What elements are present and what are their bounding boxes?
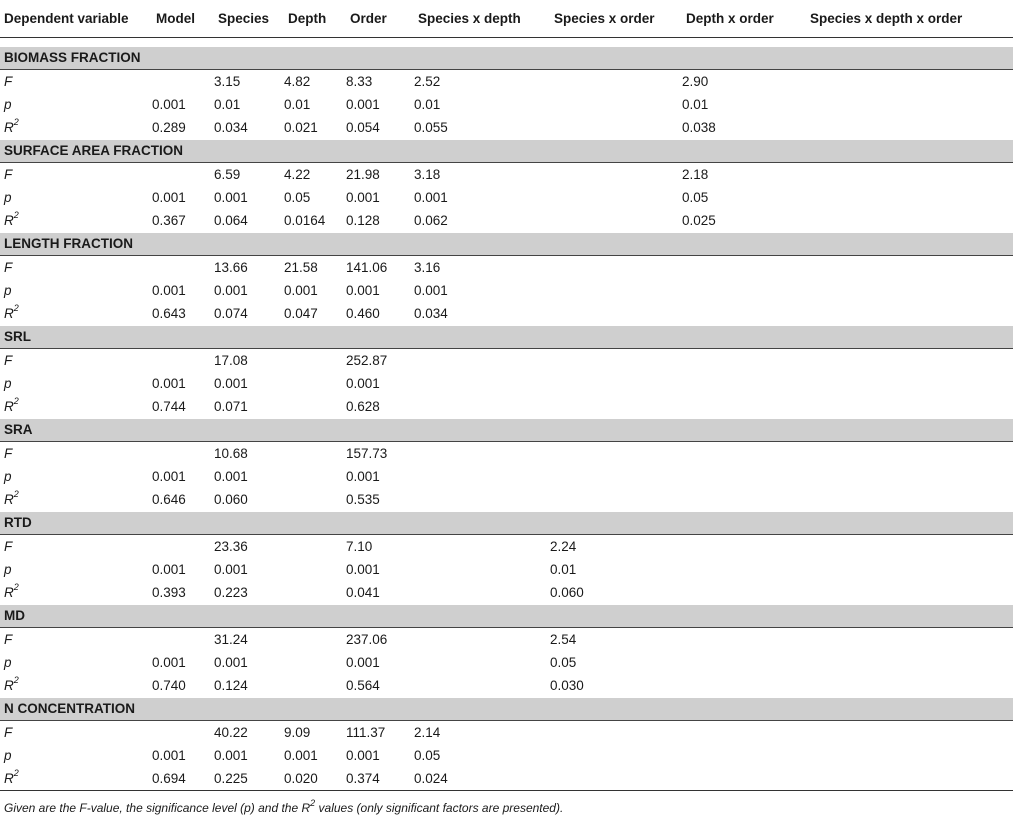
cell-model: 0.740	[152, 677, 186, 693]
table-body	[0, 37, 1013, 790]
cell-species-x-depth-x-order	[806, 534, 1013, 558]
cell-order: 0.054	[346, 119, 380, 135]
cell-depth	[284, 465, 346, 488]
row-label-p: p	[4, 468, 12, 484]
cell-species-x-depth-x-order	[806, 302, 1013, 326]
cell-species-x-order	[550, 93, 682, 116]
table-row-r2	[0, 581, 1013, 605]
section-title: SRA	[0, 418, 1013, 441]
cell-species-x-depth: 0.001	[414, 189, 448, 205]
table-row-r2	[0, 767, 1013, 791]
cell-order: 8.33	[346, 73, 373, 89]
table-row-r2	[0, 116, 1013, 140]
cell-depth-x-order	[682, 279, 806, 302]
section-header-row	[0, 604, 1013, 627]
row-label-f: F	[4, 538, 13, 554]
cell-species: 13.66	[214, 259, 248, 275]
row-label-p: p	[4, 282, 12, 298]
cell-depth	[284, 348, 346, 372]
cell-model: 0.001	[152, 561, 186, 577]
cell-depth-x-order: 2.90	[682, 73, 709, 89]
footnote-text-part2: values (only significant factors are presented).	[315, 801, 564, 815]
table-row-p	[0, 744, 1013, 767]
cell-depth-x-order	[682, 255, 806, 279]
cell-species-x-depth	[414, 558, 550, 581]
row-label-r: R	[4, 398, 14, 414]
cell-depth-x-order: 0.038	[682, 119, 716, 135]
cell-depth: 0.021	[284, 119, 318, 135]
cell-species-x-depth	[414, 441, 550, 465]
cell-species-x-depth-x-order	[806, 651, 1013, 674]
section-title: MD	[0, 604, 1013, 627]
section-header-row	[0, 418, 1013, 441]
cell-species-x-depth-x-order	[806, 93, 1013, 116]
cell-species-x-depth: 0.024	[414, 767, 550, 791]
table-footnote	[4, 798, 564, 815]
cell-depth	[284, 395, 346, 419]
cell-order: 141.06	[346, 259, 388, 275]
cell-species-x-order	[550, 186, 682, 209]
cell-species-x-depth-x-order	[806, 674, 1013, 698]
cell-species-x-order	[550, 162, 682, 186]
cell-depth-x-order	[682, 348, 806, 372]
row-label-r-superscript: 2	[13, 768, 19, 778]
row-label-f: F	[4, 445, 13, 461]
table-row-r2	[0, 395, 1013, 419]
cell-species: 0.064	[214, 212, 248, 228]
cell-model: 0.646	[152, 491, 186, 507]
cell-order: 0.628	[346, 398, 380, 414]
table-row-p	[0, 558, 1013, 581]
cell-depth-x-order	[682, 534, 806, 558]
cell-species: 40.22	[214, 724, 248, 740]
table-row-p	[0, 93, 1013, 116]
row-label-p: p	[4, 747, 12, 763]
cell-species-x-order	[550, 488, 682, 512]
table-row-r2	[0, 488, 1013, 512]
cell-depth-x-order: 2.18	[682, 166, 709, 182]
cell-order: 0.128	[346, 212, 380, 228]
cell-species-x-order	[550, 255, 682, 279]
cell-order: 0.001	[346, 654, 380, 670]
cell-species-x-depth	[414, 395, 550, 419]
cell-species-x-depth	[414, 348, 550, 372]
row-label-p: p	[4, 561, 12, 577]
cell-model	[152, 627, 214, 651]
cell-model	[152, 255, 214, 279]
cell-depth: 0.047	[284, 305, 318, 321]
cell-species-x-depth	[414, 651, 550, 674]
cell-species-x-depth	[414, 465, 550, 488]
cell-species-x-order	[550, 744, 682, 767]
cell-order: 0.001	[346, 282, 380, 298]
cell-order: 0.535	[346, 491, 380, 507]
row-label-r: R	[4, 770, 14, 786]
footnote-text-part1: Given are the F-value, the significance level (p) and the R	[4, 801, 311, 815]
cell-species-x-depth: 2.52	[414, 73, 441, 89]
cell-species-x-order	[550, 279, 682, 302]
table-row-r2	[0, 209, 1013, 233]
cell-order: 0.001	[346, 561, 380, 577]
cell-species: 0.001	[214, 468, 248, 484]
section-header-row	[0, 46, 1013, 69]
cell-species-x-depth-x-order	[806, 279, 1013, 302]
table-row-r2	[0, 302, 1013, 326]
cell-depth	[284, 581, 346, 605]
section-title: LENGTH FRACTION	[0, 232, 1013, 255]
row-label-r-superscript: 2	[13, 210, 19, 220]
cell-species: 3.15	[214, 73, 241, 89]
cell-species: 0.225	[214, 767, 284, 791]
section-title: N CONCENTRATION	[0, 697, 1013, 720]
table-row-p	[0, 465, 1013, 488]
cell-order: 0.001	[346, 375, 380, 391]
cell-depth	[284, 372, 346, 395]
cell-species-x-order: 0.05	[550, 654, 577, 670]
cell-species-x-order	[550, 348, 682, 372]
cell-model: 0.393	[152, 584, 186, 600]
row-label-r: R	[4, 305, 14, 321]
cell-species-x-depth	[414, 674, 550, 698]
row-label-r-superscript: 2	[13, 117, 19, 127]
cell-depth-x-order	[682, 558, 806, 581]
cell-depth-x-order	[682, 627, 806, 651]
row-label-r2	[0, 395, 152, 419]
header-dependent-variable: Dependent variable	[0, 0, 152, 37]
cell-model: 0.001	[152, 654, 186, 670]
cell-species-x-depth-x-order	[806, 209, 1013, 233]
cell-species: 17.08	[214, 352, 248, 368]
cell-species: 23.36	[214, 538, 248, 554]
cell-depth-x-order	[682, 744, 806, 767]
table-row-p	[0, 186, 1013, 209]
cell-depth	[284, 651, 346, 674]
cell-species: 0.01	[214, 96, 241, 112]
cell-species-x-depth-x-order	[806, 558, 1013, 581]
cell-species-x-depth: 3.16	[414, 259, 441, 275]
cell-depth-x-order	[682, 372, 806, 395]
table-row-f	[0, 720, 1013, 744]
cell-species-x-order: 0.060	[550, 584, 584, 600]
table-row-r2	[0, 674, 1013, 698]
cell-species-x-depth-x-order	[806, 255, 1013, 279]
cell-species-x-order	[550, 372, 682, 395]
cell-depth	[284, 674, 346, 698]
cell-species-x-depth	[414, 581, 550, 605]
cell-depth-x-order	[682, 441, 806, 465]
cell-species: 0.124	[214, 677, 248, 693]
cell-species-x-depth: 3.18	[414, 166, 441, 182]
cell-order: 157.73	[346, 445, 388, 461]
row-label-r: R	[4, 584, 14, 600]
section-header-row	[0, 232, 1013, 255]
row-label-r: R	[4, 212, 14, 228]
cell-species-x-depth	[414, 534, 550, 558]
table-row-f	[0, 255, 1013, 279]
cell-species: 0.034	[214, 119, 248, 135]
cell-depth-x-order: 0.01	[682, 96, 709, 112]
cell-species-x-depth: 0.001	[414, 282, 448, 298]
header-order: Order	[346, 0, 414, 37]
header-species-x-depth-x-order: Species x depth x order	[806, 0, 1013, 37]
table-row-f	[0, 348, 1013, 372]
cell-depth: 4.22	[284, 166, 311, 182]
row-label-r2	[0, 767, 152, 791]
cell-species-x-depth: 0.05	[414, 747, 441, 763]
cell-model: 0.289	[152, 119, 186, 135]
table-row-f	[0, 441, 1013, 465]
cell-order: 237.06	[346, 631, 388, 647]
cell-model: 0.001	[152, 747, 186, 763]
cell-species-x-order	[550, 767, 682, 791]
cell-species-x-order	[550, 69, 682, 93]
cell-species: 0.001	[214, 375, 248, 391]
cell-depth-x-order	[682, 465, 806, 488]
header-depth-x-order: Depth x order	[682, 0, 806, 37]
cell-species-x-depth-x-order	[806, 744, 1013, 767]
row-label-r-superscript: 2	[13, 303, 19, 313]
cell-species: 6.59	[214, 166, 241, 182]
section-header-row	[0, 139, 1013, 162]
cell-species-x-order: 2.54	[550, 631, 577, 647]
table-row-p	[0, 372, 1013, 395]
row-label-r: R	[4, 119, 14, 135]
cell-species-x-order	[550, 465, 682, 488]
cell-order: 0.001	[346, 189, 380, 205]
cell-species-x-order: 0.01	[550, 561, 577, 577]
cell-depth: 9.09	[284, 724, 311, 740]
cell-species-x-depth-x-order	[806, 627, 1013, 651]
cell-model	[152, 441, 214, 465]
cell-species-x-depth: 0.062	[414, 212, 448, 228]
cell-order: 21.98	[346, 166, 380, 182]
row-label-r: R	[4, 491, 14, 507]
row-label-p: p	[4, 654, 12, 670]
cell-species: 0.001	[214, 747, 248, 763]
row-label-r-superscript: 2	[13, 675, 19, 685]
cell-model	[152, 162, 214, 186]
row-label-r2	[0, 581, 152, 605]
row-label-f: F	[4, 352, 13, 368]
cell-species-x-order	[550, 302, 682, 326]
cell-model: 0.001	[152, 189, 186, 205]
cell-order: 0.001	[346, 468, 380, 484]
cell-depth-x-order	[682, 720, 806, 744]
cell-depth-x-order: 0.025	[682, 212, 716, 228]
cell-species: 0.001	[214, 561, 248, 577]
cell-depth-x-order	[682, 651, 806, 674]
cell-order: 0.001	[346, 96, 380, 112]
cell-depth: 0.0164	[284, 212, 326, 228]
header-row	[0, 0, 1013, 37]
cell-species-x-order	[550, 209, 682, 233]
row-label-f: F	[4, 166, 13, 182]
row-label-p: p	[4, 96, 12, 112]
cell-species: 0.001	[214, 282, 248, 298]
cell-depth-x-order	[682, 395, 806, 419]
header-spacer	[0, 37, 1013, 46]
table-row-f	[0, 162, 1013, 186]
cell-depth: 0.01	[284, 96, 311, 112]
cell-species-x-order: 0.030	[550, 677, 584, 693]
cell-depth-x-order	[682, 767, 806, 791]
header-species-x-depth: Species x depth	[414, 0, 550, 37]
cell-species-x-depth: 0.055	[414, 119, 448, 135]
cell-species-x-depth-x-order	[806, 488, 1013, 512]
cell-depth	[284, 534, 346, 558]
cell-model	[152, 534, 214, 558]
header-spacer-cell	[0, 37, 1013, 46]
row-label-f: F	[4, 631, 13, 647]
cell-species-x-depth-x-order	[806, 372, 1013, 395]
cell-species: 0.001	[214, 189, 248, 205]
table-row-f	[0, 69, 1013, 93]
cell-order: 111.37	[346, 724, 386, 740]
cell-species-x-depth-x-order	[806, 348, 1013, 372]
cell-depth-x-order	[682, 674, 806, 698]
row-label-r2	[0, 209, 152, 233]
cell-model: 0.744	[152, 398, 186, 414]
cell-species-x-depth	[414, 488, 550, 512]
cell-species: 0.001	[214, 654, 248, 670]
row-label-r2	[0, 488, 152, 512]
cell-depth	[284, 627, 346, 651]
header-model: Model	[152, 0, 214, 37]
section-title: BIOMASS FRACTION	[0, 46, 1013, 69]
cell-order: 0.001	[346, 747, 380, 763]
cell-species: 0.223	[214, 584, 248, 600]
cell-species-x-depth-x-order	[806, 720, 1013, 744]
cell-species-x-depth	[414, 627, 550, 651]
row-label-f: F	[4, 73, 13, 89]
cell-model: 0.643	[152, 305, 186, 321]
row-label-r2	[0, 302, 152, 326]
cell-depth-x-order: 0.05	[682, 189, 709, 205]
cell-species-x-depth-x-order	[806, 441, 1013, 465]
cell-model	[152, 69, 214, 93]
section-header-row	[0, 697, 1013, 720]
cell-model: 0.001	[152, 375, 186, 391]
cell-order: 0.374	[346, 767, 414, 791]
cell-depth: 0.05	[284, 189, 311, 205]
cell-species-x-depth: 2.14	[414, 724, 441, 740]
row-label-r-superscript: 2	[13, 396, 19, 406]
cell-model: 0.001	[152, 468, 186, 484]
footnote-superscript: 2	[310, 798, 316, 808]
table-row-f	[0, 627, 1013, 651]
cell-species: 0.060	[214, 491, 248, 507]
cell-order: 252.87	[346, 352, 388, 368]
cell-depth: 0.001	[284, 282, 318, 298]
row-label-r2	[0, 116, 152, 140]
cell-species: 31.24	[214, 631, 248, 647]
cell-depth	[284, 488, 346, 512]
cell-species-x-order: 2.24	[550, 538, 577, 554]
section-header-row	[0, 511, 1013, 534]
cell-species-x-depth	[414, 372, 550, 395]
cell-species-x-depth-x-order	[806, 465, 1013, 488]
cell-depth: 21.58	[284, 259, 318, 275]
cell-model	[152, 348, 214, 372]
header-species-x-order: Species x order	[550, 0, 682, 37]
row-label-r2	[0, 674, 152, 698]
row-label-r-superscript: 2	[13, 489, 19, 499]
table-row-p	[0, 279, 1013, 302]
row-label-r-superscript: 2	[13, 582, 19, 592]
cell-species-x-depth: 0.034	[414, 305, 448, 321]
row-label-r: R	[4, 677, 14, 693]
cell-species: 10.68	[214, 445, 248, 461]
cell-depth: 4.82	[284, 73, 311, 89]
section-header-row	[0, 325, 1013, 348]
cell-model: 0.694	[152, 767, 214, 791]
cell-species-x-order	[550, 441, 682, 465]
cell-depth: 0.020	[284, 767, 346, 791]
cell-species-x-depth-x-order	[806, 69, 1013, 93]
cell-order: 0.041	[346, 584, 380, 600]
table-row-f	[0, 534, 1013, 558]
cell-depth-x-order	[682, 302, 806, 326]
cell-species: 0.071	[214, 398, 248, 414]
cell-depth-x-order	[682, 581, 806, 605]
row-label-p: p	[4, 375, 12, 391]
row-label-f: F	[4, 724, 13, 740]
cell-order: 0.460	[346, 305, 380, 321]
cell-species-x-depth-x-order	[806, 395, 1013, 419]
cell-model	[152, 720, 214, 744]
cell-model: 0.001	[152, 96, 186, 112]
cell-species-x-depth: 0.01	[414, 96, 441, 112]
cell-species-x-depth-x-order	[806, 116, 1013, 140]
cell-depth	[284, 441, 346, 465]
header-species: Species	[214, 0, 284, 37]
header-depth: Depth	[284, 0, 346, 37]
table-row-p	[0, 651, 1013, 674]
row-label-p: p	[4, 189, 12, 205]
cell-order: 7.10	[346, 538, 373, 554]
section-title: SURFACE AREA FRACTION	[0, 139, 1013, 162]
cell-model: 0.367	[152, 212, 186, 228]
cell-species-x-order	[550, 395, 682, 419]
cell-depth	[284, 558, 346, 581]
cell-species-x-depth-x-order	[806, 162, 1013, 186]
row-label-f: F	[4, 259, 13, 275]
cell-species-x-depth-x-order	[806, 767, 1013, 791]
section-title: RTD	[0, 511, 1013, 534]
section-title: SRL	[0, 325, 1013, 348]
cell-species: 0.074	[214, 305, 248, 321]
cell-species-x-depth-x-order	[806, 186, 1013, 209]
cell-species-x-order	[550, 720, 682, 744]
cell-depth-x-order	[682, 488, 806, 512]
cell-order: 0.564	[346, 677, 380, 693]
cell-model: 0.001	[152, 282, 186, 298]
cell-species-x-order	[550, 116, 682, 140]
cell-depth: 0.001	[284, 747, 318, 763]
cell-species-x-depth-x-order	[806, 581, 1013, 605]
